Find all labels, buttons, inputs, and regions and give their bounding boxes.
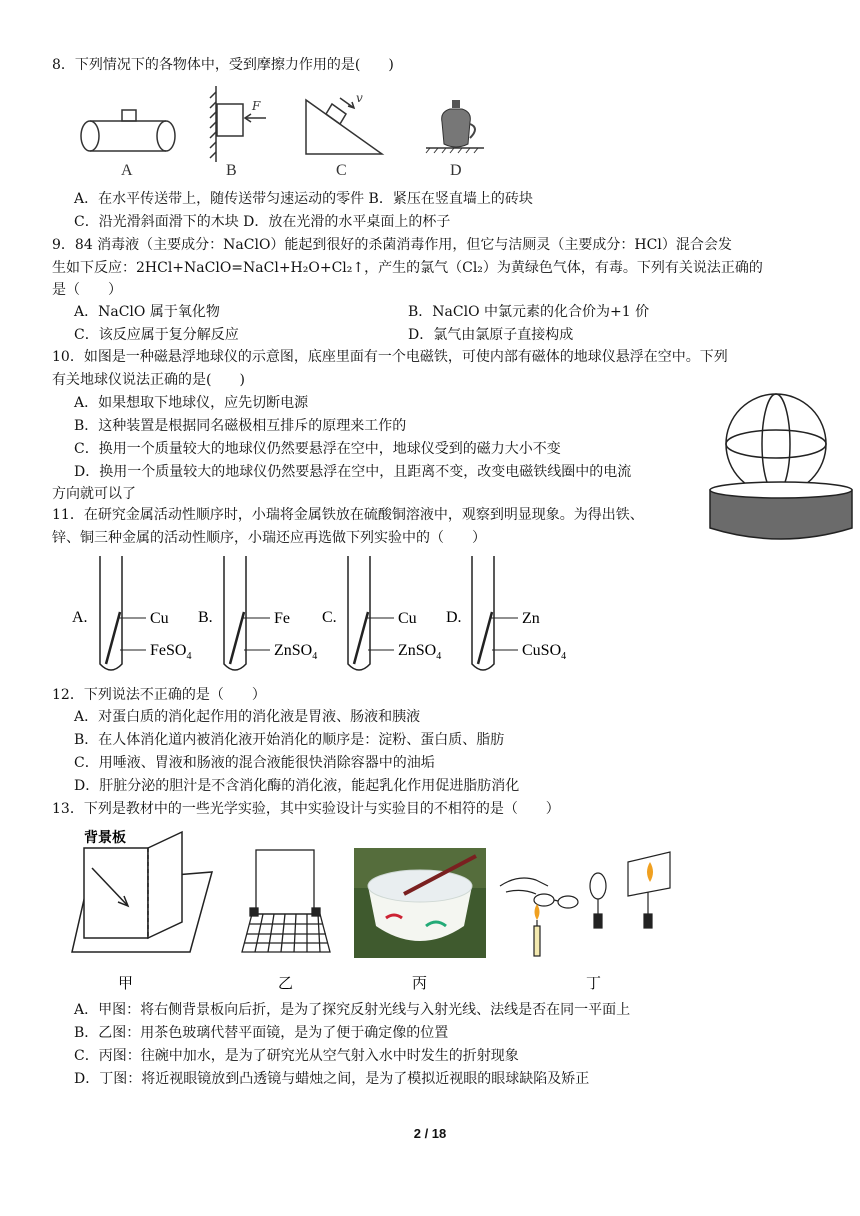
q8-label-a: A [121, 162, 133, 179]
fig-yi-glass-plate [242, 850, 330, 952]
q8-velocity-label: v [356, 91, 363, 105]
test-tube-c [322, 556, 441, 670]
q8-figure-b-wall-brick [210, 86, 266, 162]
tube-c-metal: Cu [398, 610, 417, 627]
test-tube-a [72, 556, 191, 670]
q10-maglev-globe-figure [706, 390, 856, 555]
q11-stem-line-1: 11．在研究金属活动性顺序时，小瑞将金属铁放在硫酸铜溶液中，观察到明显现象。为得出铁、 [52, 507, 644, 523]
candle-flame-icon [535, 904, 540, 920]
q8-figure-c-incline [306, 98, 382, 154]
q8-figure-a-roller [81, 110, 175, 151]
fig-label-bing: 丙 [412, 974, 428, 992]
globe-icon [726, 394, 826, 494]
electromagnet-base [710, 482, 852, 539]
q10-stem-line-1: 10．如图是一种磁悬浮地球仪的示意图，底座里面有一个电磁铁，可使内部有磁体的地球仪悬浮在空中。下列 [52, 349, 728, 365]
q10-option-a: A．如果想取下地球仪，应先切断电源 [74, 395, 309, 411]
q9-stem-line-2: 生如下反应：2HCl+NaClO=NaCl+H₂O+Cl₂↑，产生的氯气（Cl₂）为黄绿色气体，有毒。下列有关说法正确的 [52, 260, 763, 276]
q8-label-c: C [336, 162, 347, 179]
q8-stem: 8．下列情况下的各物体中，受到摩擦力作用的是( ) [52, 57, 394, 73]
q9-option-a: A．NaClO 属于氧化物 [74, 304, 220, 320]
q12-option-d: D．肝脏分泌的胆汁是不含消化酶的消化液，能起乳化作用促进脂肪消化 [74, 778, 520, 794]
q10-option-b: B．这种装置是根据同名磁极相互排斥的原理来工作的 [74, 418, 407, 434]
q12-option-b: B．在人体消化道内被消化液开始消化的顺序是：淀粉、蛋白质、脂肪 [74, 732, 505, 748]
q10-option-d-cont: 方向就可以了 [52, 486, 136, 502]
q9-option-c: C．该反应属于复分解反应 [74, 327, 239, 343]
test-tube-b [198, 556, 317, 670]
tube-c-letter: C. [322, 609, 337, 626]
q8-option-cd: C．沿光滑斜面滑下的木块 D．放在光滑的水平桌面上的杯子 [74, 214, 451, 230]
q10-option-c: C．换用一个质量较大的地球仪仍然要悬浮在空中，地球仪受到的磁力大小不变 [74, 441, 561, 457]
fig-label-yi: 乙 [278, 974, 294, 992]
q8-label-b: B [226, 162, 237, 179]
fig-label-ding: 丁 [586, 974, 602, 992]
q13-option-a: A．甲图：将右侧背景板向后折，是为了探究反射光线与入射光线、法线是否在同一平面上 [74, 1002, 631, 1018]
q12-stem: 12．下列说法不正确的是（ ） [52, 687, 266, 703]
q11-stem-line-2: 锌、铜三种金属的活动性顺序，小瑞还应再选做下列实验中的（ ） [52, 530, 486, 546]
board-label: 背景板 [84, 829, 126, 845]
q9-option-d: D．氯气由氯原子直接构成 [408, 327, 574, 343]
fig-jia-reflection-board [72, 832, 212, 952]
tube-b-solution: ZnSO$_4$ [274, 642, 318, 662]
tube-b-letter: B. [198, 609, 213, 626]
q10-option-d: D．换用一个质量较大的地球仪仍然要悬浮在空中，且距离不变，改变电磁铁线圈中的电流 [74, 464, 632, 480]
q8-label-d: D [450, 162, 462, 179]
tube-b-metal: Fe [274, 610, 290, 627]
q13-option-d: D．丁图：将近视眼镜放到凸透镜与蜡烛之间，是为了模拟近视眼的眼球缺陷及矫正 [74, 1071, 590, 1087]
q9-stem-line-1: 9．84 消毒液（主要成分：NaClO）能起到很好的杀菌消毒作用，但它与洁厕灵（主要成分：HCl）混合会发 [52, 237, 732, 253]
q13-stem: 13．下列是教材中的一些光学实验，其中实验设计与实验目的不相符的是（ ） [52, 801, 560, 817]
tube-c-solution: ZnSO$_4$ [398, 642, 442, 662]
tube-d-metal: Zn [522, 610, 540, 627]
tube-d-solution: CuSO$_4$ [522, 642, 567, 662]
q8-figures [70, 82, 500, 182]
q8-figure-d-cup [426, 100, 484, 153]
q9-stem-line-3: 是（ ） [52, 282, 122, 298]
q13-optics-figures [66, 822, 686, 997]
fig-bing-bowl-photo [354, 848, 486, 958]
q11-test-tubes [66, 552, 596, 682]
fig-ding-lens-setup [500, 852, 670, 956]
q10-stem-line-2: 有关地球仪说法正确的是( ) [52, 372, 245, 388]
tube-d-letter: D. [446, 609, 462, 626]
q9-option-b: B．NaClO 中氯元素的化合价为+1 价 [408, 304, 650, 320]
q13-option-b: B．乙图：用茶色玻璃代替平面镜，是为了便于确定像的位置 [74, 1025, 449, 1041]
q13-option-c: C．丙图：往碗中加水，是为了研究光从空气射入水中时发生的折射现象 [74, 1048, 519, 1064]
q8-force-label: F [252, 99, 261, 113]
q12-option-c: C．用唾液、胃液和肠液的混合液能很快消除容器中的油垢 [74, 755, 435, 771]
fig-label-jia: 甲 [118, 974, 134, 992]
tube-a-solution: FeSO$_4$ [150, 642, 192, 662]
test-tube-d [446, 556, 566, 670]
tube-a-letter: A. [72, 609, 88, 626]
q12-option-a: A．对蛋白质的消化起作用的消化液是胃液、肠液和胰液 [74, 709, 421, 725]
page-number: 2 / 18 [413, 1126, 447, 1141]
q8-option-ab: A．在水平传送带上，随传送带匀速运动的零件 B．紧压在竖直墙上的砖块 [74, 191, 533, 207]
tube-a-metal: Cu [150, 610, 169, 627]
